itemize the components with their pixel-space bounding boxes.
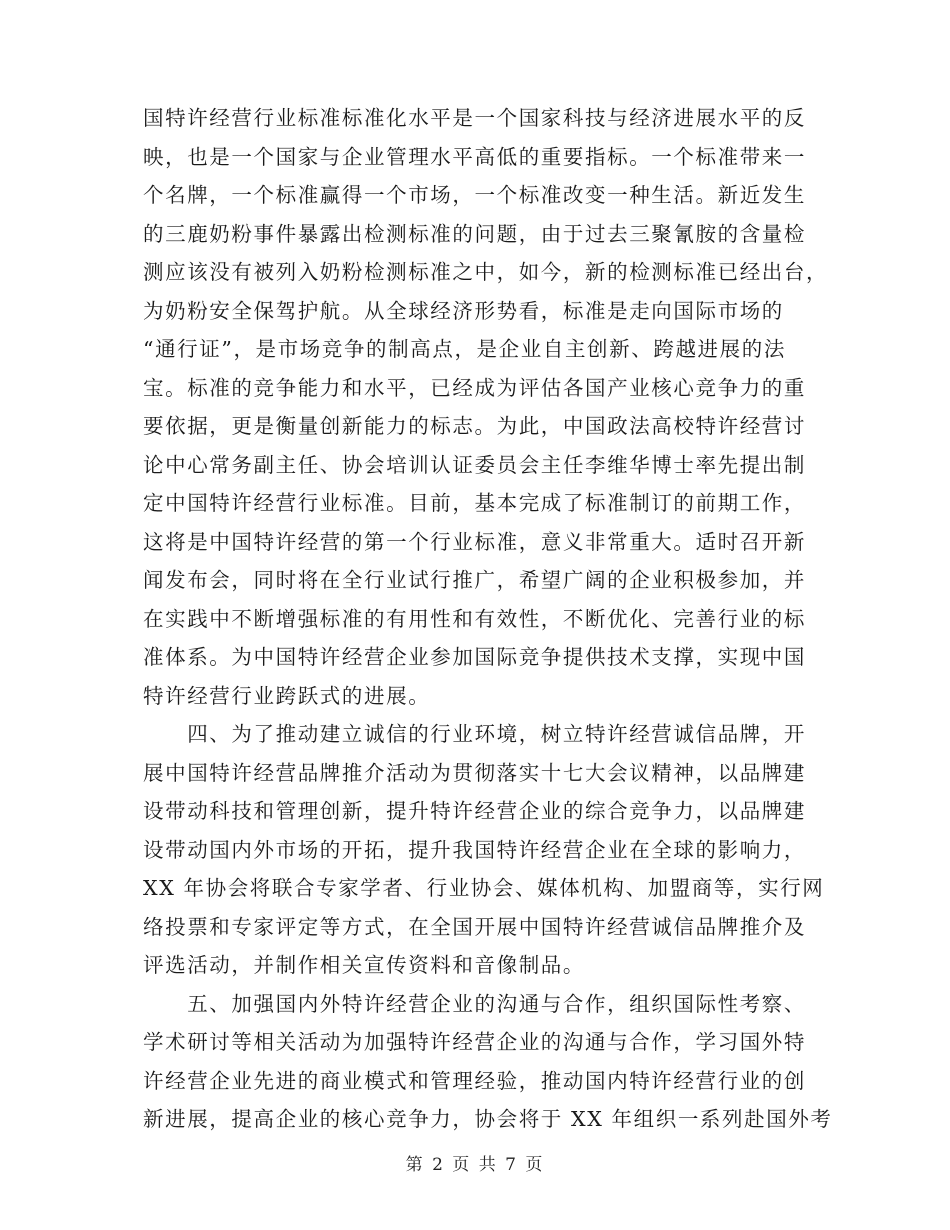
text-line: 五、加强国内外特许经营企业的沟通与合作，组织国际性考察、 bbox=[143, 991, 806, 1016]
text-line: 为奶粉安全保驾护航。从全球经济形势看，标准是走向国际市场的 bbox=[143, 298, 784, 323]
text-line: 定中国特许经营行业标准。目前，基本完成了标准制订的前期工作， bbox=[143, 491, 806, 515]
text-line: 闻发布会，同时将在全行业试行推广，希望广阔的企业积极参加，并 bbox=[143, 568, 806, 592]
text-line: 设带动国内外市场的开拓，提升我国特许经营企业在全球的影响力， bbox=[143, 837, 806, 862]
text-line: 的三鹿奶粉事件暴露出检测标准的问题，由于过去三聚氰胺的含量检 bbox=[143, 221, 806, 246]
text-line: 宝。标准的竞争能力和水平，已经成为评估各国产业核心竞争力的重 bbox=[143, 375, 806, 400]
text-line: 准体系。为中国特许经营企业参加国际竞争提供技术支撑，实现中国 bbox=[143, 645, 806, 669]
text-line: 这将是中国特许经营的第一个行业标准，意义非常重大。适时召开新 bbox=[143, 529, 806, 554]
text-line: 新进展，提高企业的核心竞争力，协会将于 XX 年组织一系列赴国外考 bbox=[143, 1107, 833, 1131]
text-line: 设带动科技和管理创新，提升特许经营企业的综合竞争力，以品牌建 bbox=[143, 799, 806, 823]
text-line: 展中国特许经营品牌推介活动为贯彻落实十七大会议精神，以品牌建 bbox=[143, 760, 806, 785]
text-line: 四、为了推动建立诚信的行业环境，树立特许经营诚信品牌，开 bbox=[143, 722, 806, 746]
text-line: 许经营企业先进的商业模式和管理经验，推动国内特许经营行业的创 bbox=[143, 1068, 806, 1093]
text-line: 学术研讨等相关活动为加强特许经营企业的沟通与合作，学习国外特 bbox=[143, 1030, 806, 1054]
text-line: XX 年协会将联合专家学者、行业协会、媒体机构、加盟商等，实行网 bbox=[143, 876, 825, 900]
text-line: 评选活动，并制作相关宣传资料和音像制品。 bbox=[143, 953, 585, 977]
text-line: 论中心常务副主任、协会培训认证委员会主任李维华博士率先提出制 bbox=[143, 452, 806, 477]
text-line: 测应该没有被列入奶粉检测标准之中，如今，新的检测标准已经出台， bbox=[143, 260, 829, 284]
text-line: 国特许经营行业标准标准化水平是一个国家科技与经济进展水平的反 bbox=[143, 106, 806, 130]
text-line: 在实践中不断增强标准的有用性和有效性，不断优化、完善行业的标 bbox=[143, 606, 806, 631]
text-line: 特许经营行业跨跃式的进展。 bbox=[143, 683, 431, 708]
page-number: 第 2 页 共 7 页 bbox=[405, 1155, 545, 1175]
text-line: 个名牌，一个标准赢得一个市场，一个标准改变一种生活。新近发生 bbox=[143, 183, 806, 207]
text-line: 要依据，更是衡量创新能力的标志。为此，中国政法高校特许经营讨 bbox=[143, 414, 806, 438]
text-line: 络投票和专家评定等方式，在全国开展中国特许经营诚信品牌推介及 bbox=[143, 914, 806, 939]
text-line: 映，也是一个国家与企业管理水平高低的重要指标。一个标准带来一 bbox=[143, 144, 806, 169]
text-line: “通行证”，是市场竞争的制高点，是企业自主创新、跨越进展的法 bbox=[143, 337, 786, 361]
